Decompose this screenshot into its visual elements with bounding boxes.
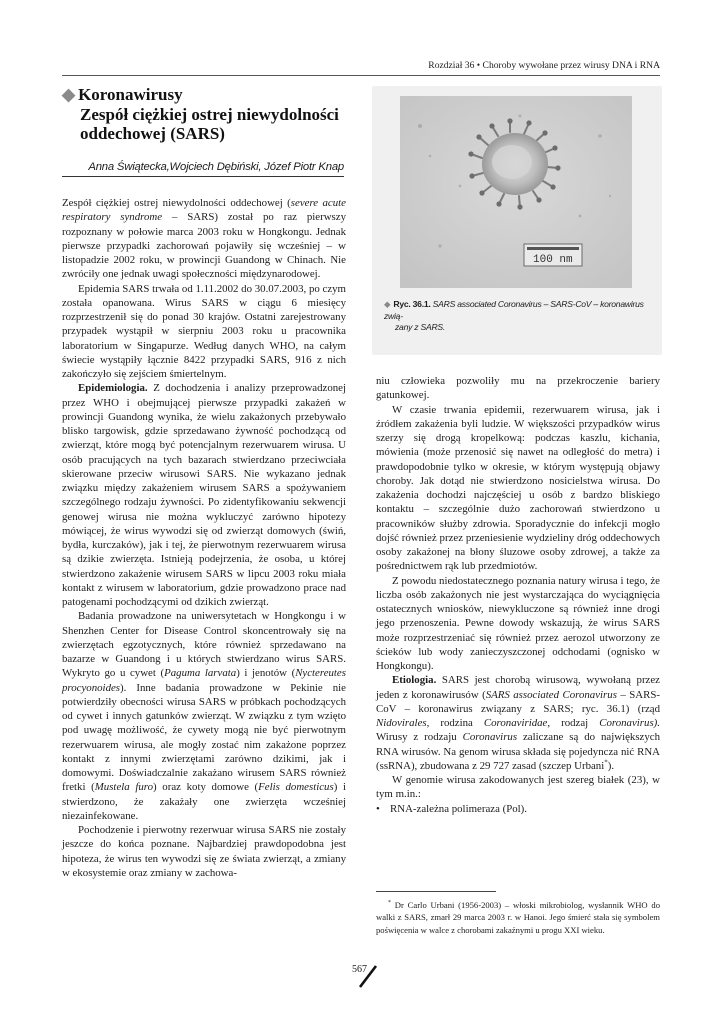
text-run: zaliczane są do największych RNA wirusów. Na genom wirusa składa się pojedyncza nić RNA (ssRNA), zbudowana z 29 727 zasad (szczep Urbani: [376, 731, 661, 772]
caption-rest-2: zany z SARS.: [395, 322, 446, 332]
list-item-text: RNA-zależna polimeraza (Pol).: [390, 802, 527, 815]
text-run: SARS jest chorobą wirusową, wywołaną przez jeden z koronawirusów (: [376, 674, 660, 701]
paragraph: [376, 673, 660, 773]
bullet-icon: •: [376, 802, 380, 815]
running-head: Rozdział 36 • Choroby wywołane przez wirusy DNA i RNA: [428, 60, 660, 71]
footnote: [376, 897, 660, 937]
paragraph: W czasie trwania epidemii, rezerwuarem wirusa, jak i źródłem zakażenia byli ludzie. W większości przypadków wirus szerzy się drogą kropelkową: podczas kaszlu, kichania, mówienia (może przenosić się nawet na odległość do metra) i prawdopodobnie tylko w okresie, w którym występują objawy choroby. Jak dotąd nie stwierdzono nosicielstwa wirusa. Do zakażenia dochodzi najczęściej u osób z bardzo bliskiego kontaktu – szczególnie dużo zachorowań stwierdzono u pracowników służby zdrowia. Sporadycznie do infekcji mogło dojść również przez przeniesienie wydzieliny dróg oddechowych osoby zakażonej na błony śluzowe osoby zdrowej, a także za pośrednictwem rąk lub przedmiotów.: [376, 403, 660, 573]
text-run-italic: Nyctereutes procyonoides: [62, 667, 346, 694]
text-run: ) i jenotów (: [236, 667, 296, 680]
text-run: ) i stwierdzono, że zakażały one zwierzęta wcześniej niezainfekowane.: [62, 781, 346, 822]
paragraph: [62, 609, 346, 823]
title-line-3: oddechowej (SARS): [80, 124, 225, 143]
caption-italic: SARS associated Coronavirus: [432, 299, 542, 309]
text-run: Wirusy z rodzaju: [376, 731, 463, 744]
text-run: ) oraz koty domowe (: [153, 781, 259, 794]
text-run-italic: Coronaviridae: [483, 717, 548, 729]
text-run: – SARS) został po raz pierwszy rozpoznany w połowie marca 2003 roku w Hongkongu. Jednak pierwsze przypadki zachorowań pojawiły się wcześniej – w listopadzie 2002 roku, w prowincji Guandong w Chinach. Nie zwróciły one jednak uwagi społeczności międzynarodowej.: [62, 211, 346, 281]
text-run: ).: [607, 759, 615, 772]
footnote-rule: [376, 891, 496, 892]
diamond-bullet-icon: ◆: [62, 85, 76, 104]
paragraph: Epidemia SARS trwała od 1.11.2002 do 30.07.2003, po czym została opanowana. Wirus SARS w ciągu 6 miesięcy rozprzestrzenił się do ponad 30 krajów. Ostatni zarejestrowany przypadek wystąpił w sierpniu 2003 roku u pracownika laboratorium w Singapurze. Według danych WHO, na całym świecie wystąpiły łącznie 8422 przypadki SARS, 916 z nich zakończyło się zejściem śmiertelnym.: [62, 282, 346, 380]
title-line-2: Zespół ciężkiej ostrej niewydolności: [80, 104, 339, 124]
text-run: ). Inne badania prowadzone w Pekinie nie potwierdziły obecności wirusa SARS w próbkach pochodzących od cywet i innych gatunków zwierząt. W związku z tym wzięto pod uwagę możliwość, że cywety mogą nie być pierwotnym rezerwuarem wirusa, ale mogły zostać nim zakażone poprzez kontakt z innymi zwierzętami zarówno dzikimi, jak i domowymi. Doświadczalnie zakażano wirusem SARS również fretki (: [62, 681, 346, 794]
text-run: Badania prowadzone na uniwersytetach w Hongkongu i w Shenzhen Center for Disease Control skoncentrowały się na zwierzętach egzotycznych, które również sprzedawano na bazarze w Guandong i u których stwierdzano wirus SARS. Wykryto go u cywet (: [62, 610, 346, 680]
text-run-italic: Mustela furo: [94, 781, 154, 794]
section-heading-inline: Epidemiologia.: [78, 382, 148, 395]
chapter-title: [62, 85, 342, 144]
text-run: Z dochodzenia i analizy przeprowadzonej przez WHO i obejmującej pierwsze przypadki zakażeń w prowincji Guandong wynika, że wielu zakażonych przebywało blisko targowisk, gdzie sprzedawano żywność pochodzącą od zwierząt, które mogą być potencjalnym rezerwuarem wirusa. U osób pracujących na tych bazarach stwierdzano przeciwciała skierowane przeciw wirusowi SARS. Nie wykazano jednak związku między zakażeniem wirusem SARS a spożywaniem szczególnego rodzaju żywności. Po zidentyfikowaniu sekwencji genowej wirusa nie można wykluczyć zarówno hipotezy mówiącej, że wirus wywodzi się od zwierząt domowych (świń, bydła, kurczaków), jak i tej, że pierwotnym rezerwuarem wirusa są dzikie zwierzęta. Istnieją podejrzenia, że osoba, u której stwierdzono zakażenie wirusem SARS w lipcu 2003 roku miała kontakt z wirusem w laboratorium, gdzie prowadzono prace nad patogenami pochodzącymi od dzikich zwierząt.: [62, 382, 346, 608]
caption-label: Ryc. 36.1.: [393, 299, 431, 309]
title-line-1: Koronawirusy: [78, 85, 183, 104]
text-run: , rodzaj: [547, 717, 600, 729]
paragraph: niu człowieka pozwoliły mu na przekroczenie bariery gatunkowej.: [376, 375, 660, 402]
header-rule: [62, 75, 660, 76]
scale-bar-label: 100 nm: [533, 254, 573, 266]
text-run: Zespół ciężkiej ostrej niewydolności oddechowej (: [62, 197, 291, 209]
footnote-mark: *: [604, 758, 608, 767]
authors-line: Anna Świątecka,Wojciech Dębiński, Józef Piotr Knap: [62, 161, 344, 177]
list-item: [376, 802, 660, 816]
paragraph: [62, 196, 346, 282]
paragraph: Z powodu niedostatecznego poznania natury wirusa i tego, że liczba osób zakażonych nie jest wystarczająca do wyciągnięcia ostatecznych wniosków, niewykluczone są również inne drogi jego przenoszenia. Pewne dowody wskazują, że wirus SARS może rozprzestrzeniać się również przez aerozol utworzony ze ścieków lub wody zanieczyszczonej odchodami (ognisko w Hongkongu).: [376, 574, 660, 672]
text-run-italic: SARS associated Coronavirus: [485, 688, 617, 701]
text-run-italic: Coronavirus: [462, 731, 518, 744]
text-run: , rodzina: [426, 717, 484, 729]
paragraph: Pochodzenie i pierwotny rezerwuar wirusa SARS nie zostały jeszcze do końca poznane. Najbardziej prawdopodobna jest hipoteza, że wirus ten wywodzi się ze świata zwierząt, a zmiany w ekosystemie oraz zmiany w zachowa-: [62, 824, 346, 879]
caption-rest-1: – SARS-CoV – koronawirus zwią-: [384, 299, 644, 321]
figure-caption: [384, 299, 656, 334]
text-run-italic: Paguma larvata: [164, 667, 237, 680]
page-number-slash-icon: [356, 960, 380, 990]
right-column: [376, 374, 660, 816]
text-run-italic: Nidovirales: [376, 717, 427, 729]
footnote-mark: *: [388, 900, 391, 906]
paragraph: [62, 381, 346, 609]
micrograph-image: [400, 96, 632, 288]
footnote-text: Dr Carlo Urbani (1956-2003) – włoski mikrobiolog, wysłannik WHO do walki z SARS, zmarł 29 marca 2003 r. w Hanoi. Jego śmierć stała się symbolem poświęcenia w walce z chorobami zakaźnymi u progu XXI wieku.: [376, 899, 660, 936]
diamond-bullet-icon: ◆: [384, 299, 391, 309]
paragraph: W genomie wirusa zakodowanych jest szereg białek (23), w tym m.in.:: [376, 774, 660, 801]
section-heading-inline: Etiologia.: [392, 674, 437, 687]
text-run: – SARS-CoV – koronawirus związany z SARS; ryc. 36.1) (rząd: [376, 688, 660, 715]
text-run-italic: Felis domesticus: [258, 781, 334, 794]
text-run-italic: Coronavirus).: [599, 717, 660, 729]
left-column: [62, 196, 346, 880]
page-number: 567: [352, 964, 367, 975]
text-run-italic: severe acute respiratory syndrome: [62, 197, 346, 224]
